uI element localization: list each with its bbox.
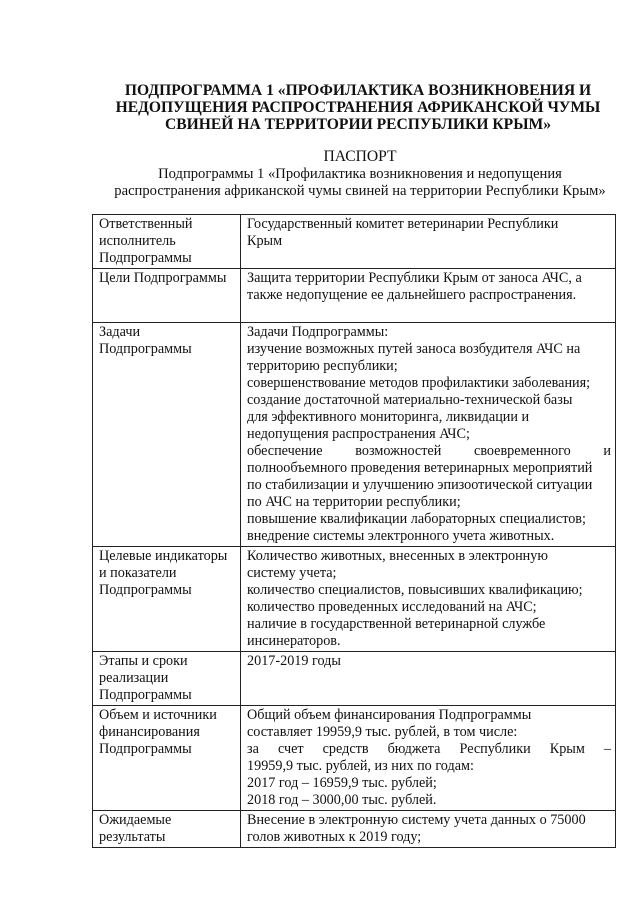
subtitle-line: распространения африканской чумы свиней на территории Республики Крым» [114, 183, 606, 199]
word: – [603, 741, 611, 757]
row-value-results [241, 811, 616, 848]
word: средств [322, 741, 369, 757]
cell-line: результаты [99, 829, 166, 845]
table-row [93, 215, 616, 269]
subprogram-title [96, 82, 620, 133]
cell-line: изучение возможных путей заноса возбудителя АЧС на [247, 341, 581, 357]
cell-line: Защита территории Республики Крым от заноса АЧС, а [247, 270, 582, 286]
word: Крым [549, 741, 585, 757]
row-label-goals [93, 269, 241, 323]
word: возможностей [355, 443, 442, 459]
row-value-tasks [241, 323, 616, 547]
word: бюджета [387, 741, 441, 757]
justified-line [247, 741, 611, 758]
cell-line: Задачи [99, 324, 141, 340]
cell-line: Подпрограммы [99, 341, 192, 357]
cell-line: Внесение в электронную систему учета данных о 75000 [247, 812, 586, 828]
cell-line: Подпрограммы [99, 250, 192, 266]
row-label-tasks [93, 323, 241, 547]
word: счет [277, 741, 304, 757]
row-label-indicators [93, 547, 241, 652]
table-row [93, 323, 616, 547]
word: своевременного [474, 443, 571, 459]
cell-line: систему учета; [247, 565, 337, 581]
row-value-responsible [241, 215, 616, 269]
table-row [93, 547, 616, 652]
cell-line: количество специалистов, повысивших квалификацию; [247, 582, 583, 598]
cell-line: составляет 19959,9 тыс. рублей, в том числе: [247, 724, 518, 740]
cell-line: Подпрограммы [99, 687, 192, 703]
table-row [93, 811, 616, 848]
cell-line: 2017-2019 годы [247, 653, 341, 669]
cell-line: финансирования [99, 724, 200, 740]
cell-line: исполнитель [99, 233, 176, 249]
cell-line: количество проведенных исследований на АЧС; [247, 599, 537, 615]
cell-line: внедрение системы электронного учета животных. [247, 528, 555, 544]
row-value-indicators [241, 547, 616, 652]
cell-line: Ожидаемые [99, 812, 172, 828]
word: и [603, 443, 611, 459]
word: Республики [459, 741, 531, 757]
cell-line: Этапы и сроки [99, 653, 188, 669]
cell-line: Государственный комитет ветеринарии Республики [247, 216, 559, 232]
title-line: СВИНЕЙ НА ТЕРРИТОРИИ РЕСПУБЛИКИ КРЫМ» [164, 116, 552, 133]
cell-line: по АЧС на территории республики; [247, 494, 461, 510]
cell-line: и показатели [99, 565, 177, 581]
cell-line: 2018 год – 3000,00 тыс. рублей. [247, 792, 437, 808]
cell-line: полнообъемного проведения ветеринарных мероприятий [247, 460, 593, 476]
row-label-stages [93, 652, 241, 706]
justified-line [247, 443, 611, 460]
cell-line: Ответственный [99, 216, 193, 232]
cell-line: инсинераторов. [247, 633, 341, 649]
cell-line: Целевые индикаторы [99, 548, 228, 564]
passport-heading: ПАСПОРТ [323, 148, 397, 165]
row-label-funding [93, 706, 241, 811]
row-value-funding [241, 706, 616, 811]
cell-line: 2017 год – 16959,9 тыс. рублей; [247, 775, 437, 791]
row-label-responsible [93, 215, 241, 269]
cell-line: Крым [247, 233, 283, 249]
cell-line: территорию республики; [247, 358, 398, 374]
cell-line: Подпрограммы [99, 582, 192, 598]
cell-line: Количество животных, внесенных в электронную [247, 548, 548, 564]
passport-table [92, 214, 616, 848]
cell-line: по стабилизации и улучшению эпизоотической ситуации [247, 477, 593, 493]
table-row [93, 706, 616, 811]
row-value-stages [241, 652, 616, 706]
cell-line: также недопущение ее дальнейшего распространения. [247, 287, 577, 303]
cell-line: Цели Подпрограммы [99, 270, 227, 286]
cell-line: Общий объем финансирования Подпрограммы [247, 707, 532, 723]
word: за [247, 741, 259, 757]
cell-line: для эффективного мониторинга, ликвидации и [247, 409, 530, 425]
table-row [93, 269, 616, 323]
cell-line: Подпрограммы [99, 741, 192, 757]
cell-line: 19959,9 тыс. рублей, из них по годам: [247, 758, 474, 774]
title-line: ПОДПРОГРАММА 1 «ПРОФИЛАКТИКА ВОЗНИКНОВЕНИЯ И [124, 82, 592, 99]
cell-line: реализации [99, 670, 169, 686]
cell-line: Задачи Подпрограммы: [247, 324, 389, 340]
row-value-goals [241, 269, 616, 323]
cell-line: наличие в государственной ветеринарной службе [247, 616, 546, 632]
cell-line: недопущения распространения АЧС; [247, 426, 470, 442]
passport-subtitle [70, 166, 640, 200]
cell-line: повышение квалификации лабораторных специалистов; [247, 511, 586, 527]
row-label-results [93, 811, 241, 848]
cell-line: голов животных к 2019 году; [247, 829, 422, 845]
cell-line: создание достаточной материально-технической базы [247, 392, 573, 408]
word: обеспечение [247, 443, 323, 459]
cell-line: Объем и источники [99, 707, 217, 723]
title-line: НЕДОПУЩЕНИЯ РАСПРОСТРАНЕНИЯ АФРИКАНСКОЙ ЧУМЫ [115, 99, 601, 116]
table-row [93, 652, 616, 706]
cell-line: совершенствование методов профилактики заболевания; [247, 375, 591, 391]
subtitle-line: Подпрограммы 1 «Профилактика возникновения и недопущения [158, 166, 562, 182]
